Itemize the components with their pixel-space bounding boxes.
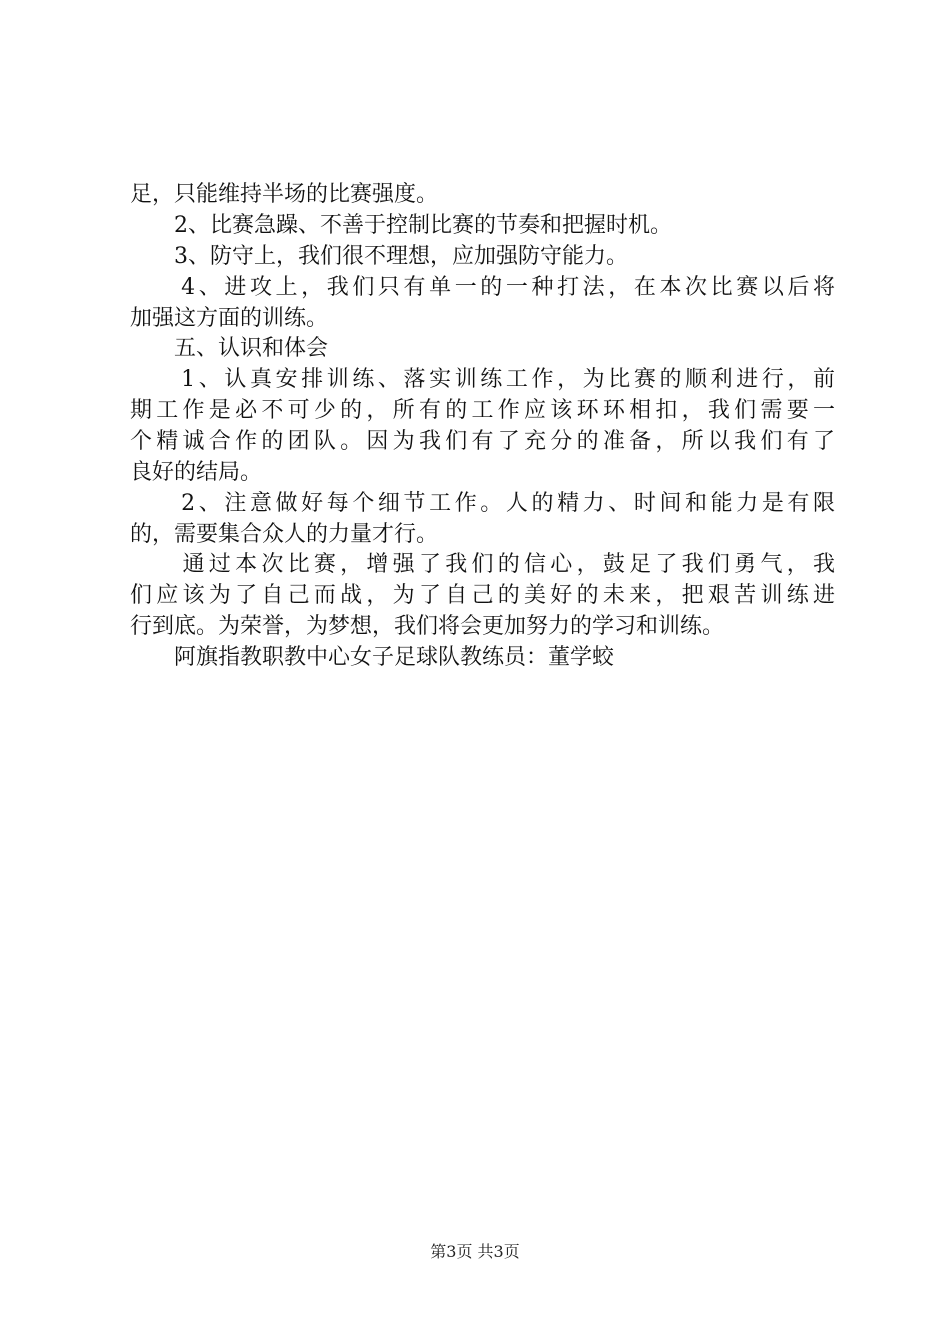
text-line: 们应该为了自己而战，为了自己的美好的未来，把艰苦训练进 (130, 583, 835, 608)
text-line: 的，需要集合众人的力量才行。 (130, 522, 439, 547)
text-line: 3、防守上，我们很不理想，应加强防守能力。 (130, 244, 628, 269)
text-line: 4、进攻上，我们只有单一的一种打法，在本次比赛以后将 (130, 275, 835, 300)
text-line: 期工作是必不可少的，所有的工作应该环环相扣，我们需要一 (130, 398, 835, 423)
text-line: 2、比赛急躁、不善于控制比赛的节奏和把握时机。 (130, 213, 672, 238)
text-line: 行到底。为荣誉，为梦想，我们将会更加努力的学习和训练。 (130, 614, 725, 639)
page-number-footer: 第3页 共3页 (430, 1242, 520, 1261)
text-line: 个精诚合作的团队。因为我们有了充分的准备，所以我们有了 (130, 429, 835, 454)
signature-line: 阿旗指教职教中心女子足球队教练员：董学蛟 (130, 645, 615, 670)
text-line: 2、注意做好每个细节工作。人的精力、时间和能力是有限 (130, 491, 835, 516)
text-line: 加强这方面的训练。 (130, 306, 329, 331)
text-line: 良好的结局。 (130, 460, 263, 485)
text-line: 足，只能维持半场的比赛强度。 (130, 182, 439, 207)
text-line: 通过本次比赛，增强了我们的信心，鼓足了我们勇气，我 (130, 552, 835, 577)
text-line: 1、认真安排训练、落实训练工作，为比赛的顺利进行，前 (130, 367, 835, 392)
section-heading: 五、认识和体会 (130, 336, 329, 361)
